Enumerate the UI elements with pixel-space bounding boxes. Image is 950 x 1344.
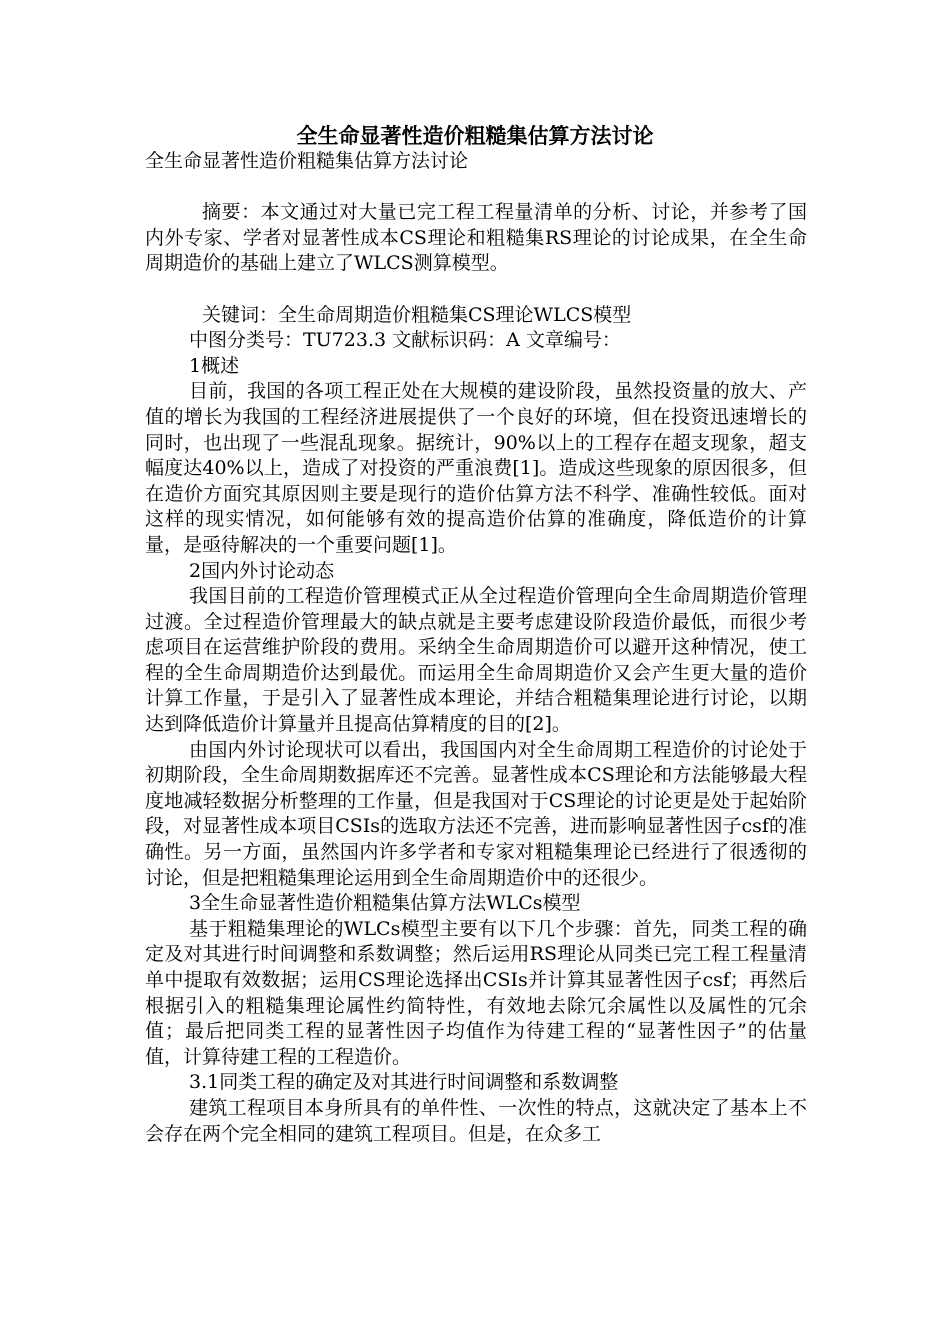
blank-line [145, 175, 807, 201]
document-title: 全生命显著性造价粗糙集估算方法讨论 [296, 123, 654, 148]
body-paragraph: 基于粗糙集理论的WLCs模型主要有以下几个步骤：首先，同类工程的确定及对其进行时间调整和系数调整；然后运用RS理论从同类已完工程工程量清单中提取有效数据；运用CS理论选择出CSIs并计算其显著性因子csf；再然后根据引入的粗糙集理论属性约简特性，有效地去除冗余属性以及属性的冗余值；最后把同类工程的显著性因子均值作为待建工程的“显著性因子”的估量值，计算待建工程的工程造价。 [145, 917, 807, 1068]
abstract-paragraph: 摘要：本文通过对大量已完工程工程量清单的分析、讨论，并参考了国内外专家、学者对显著性成本CS理论和粗糙集RS理论的讨论成果，在全生命周期造价的基础上建立了WLCS测算模型。 [145, 201, 807, 275]
classification-line: 中图分类号：TU723.3 文献标识码：A 文章编号： [189, 329, 621, 352]
body-paragraph: 建筑工程项目本身所具有的单件性、一次性的特点，这就决定了基本上不会存在两个完全相同的建筑工程项目。但是，在众多工 [145, 1096, 807, 1145]
subsection-heading: 3.1同类工程的确定及对其进行时间调整和系数调整 [189, 1071, 619, 1094]
body-paragraph: 由国内外讨论现状可以看出，我国国内对全生命周期工程造价的讨论处于初期阶段，全生命周期数据库还不完善。显著性成本CS理论和方法能够最大程度地减轻数据分析整理的工作量，但是我国对于CS理论的讨论更是处于起始阶段，对显著性成本项目CSIs的选取方法还不完善，进而影响显著性因子csf的准确性。另一方面，虽然国内许多学者和专家对粗糙集理论已经进行了很透彻的讨论，但是把粗糙集理论运用到全生命周期造价中的还很少。 [145, 738, 807, 889]
section-heading: 2国内外讨论动态 [189, 559, 335, 582]
section-heading: 3全生命显著性造价粗糙集估算方法WLCs模型 [189, 892, 581, 915]
body-paragraph: 我国目前的工程造价管理模式正从全过程造价管理向全生命周期造价管理过渡。全过程造价管理最大的缺点就是主要考虑建设阶段造价最低，而很少考虑项目在运营维护阶段的费用。采纳全生命周期造价可以避开这种情况，使工程的全生命周期造价达到最优。而运用全生命周期造价又会产生更大量的造价计算工作量，于是引入了显著性成本理论，并结合粗糙集理论进行讨论，以期达到降低造价计算量并且提高估算精度的目的[2]。 [145, 585, 807, 736]
body-paragraph: 目前，我国的各项工程正处在大规模的建设阶段，虽然投资量的放大、产值的增长为我国的工程经济进展提供了一个良好的环境，但在投资迅速增长的同时，也出现了一些混乱现象。据统计，90%以上的工程存在超支现象，超支幅度达40%以上，造成了对投资的严重浪费[1]。造成这些现象的原因很多，但在造价方面究其原因则主要是现行的造价估算方法不科学、准确性较低。面对这样的现实情况，如何能够有效的提高造价估算的准确度，降低造价的计算量，是亟待解决的一个重要问题[1]。 [145, 380, 807, 556]
blank-line [145, 277, 807, 303]
section-heading: 1概述 [189, 354, 240, 377]
document-body [145, 149, 807, 1147]
keywords-line: 关键词：全生命周期造价粗糙集CS理论WLCS模型 [202, 303, 632, 326]
document-subtitle: 全生命显著性造价粗糙集估算方法讨论 [145, 150, 469, 172]
